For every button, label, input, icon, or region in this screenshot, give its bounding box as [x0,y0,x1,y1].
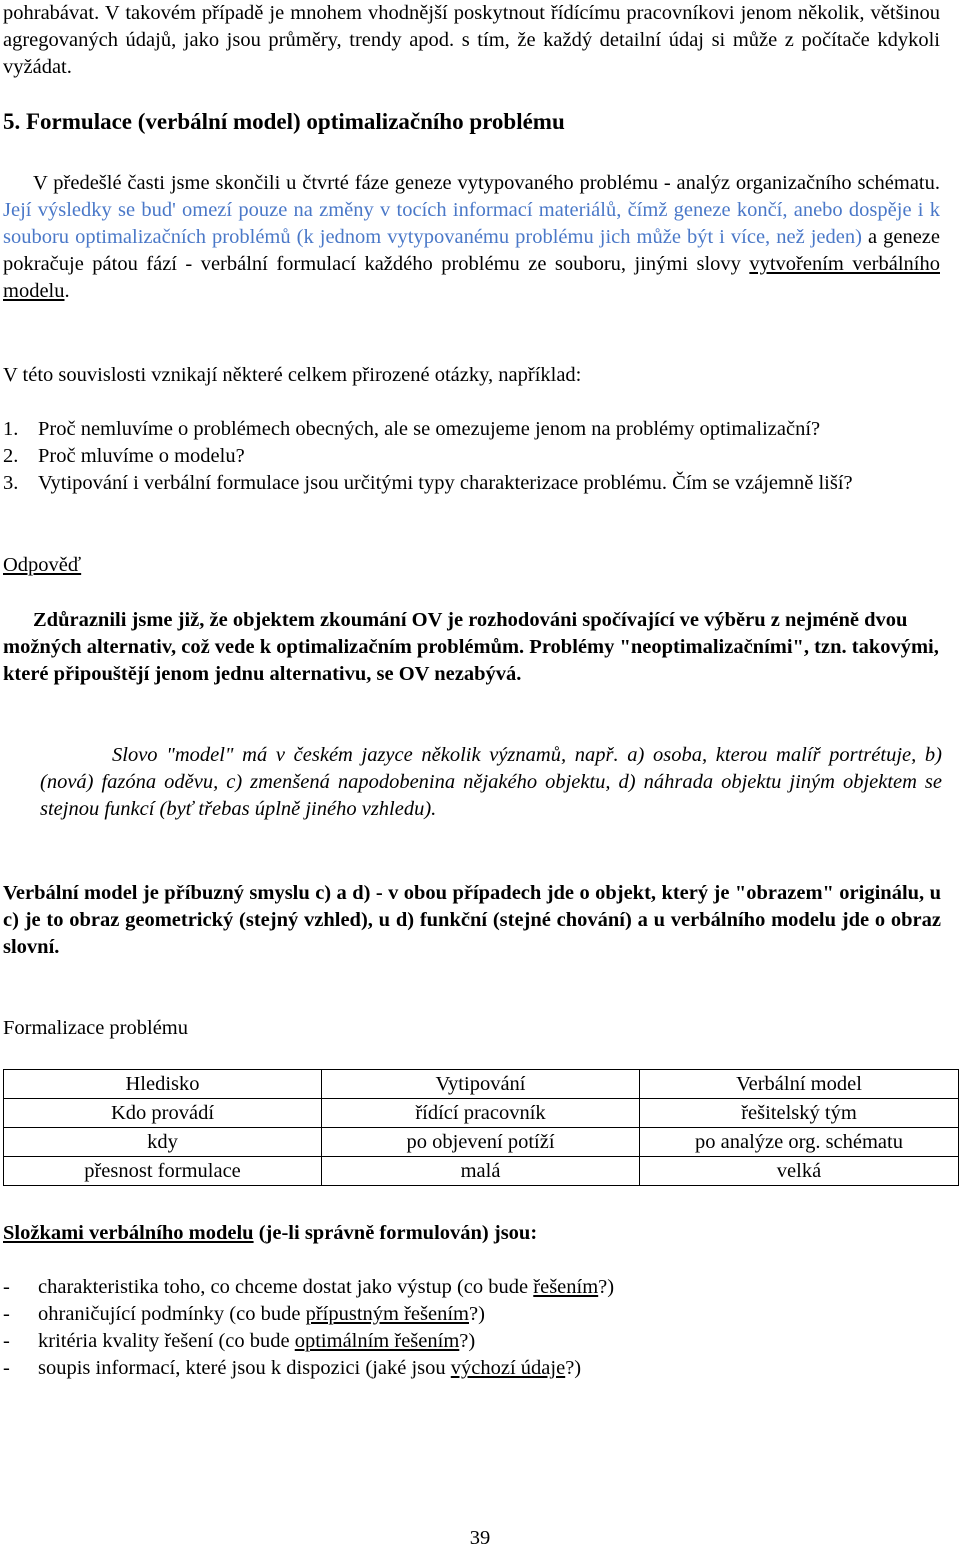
question-number: 2. [3,445,19,467]
list-item [3,1355,940,1382]
question-number: 3. [3,472,19,494]
list-term: přípustným řešením [305,1303,469,1325]
list-text-post: ?) [565,1357,582,1379]
page-number: 39 [469,1527,491,1549]
list-text-post: ?) [469,1303,485,1325]
comparison-table [3,1069,959,1186]
list-text-pre: soupis informací, které jsou k dispozici (jaké jsou [38,1357,451,1379]
list-text [38,1301,940,1328]
question-text: Vytipování i verbální formulace jsou určitými typy charakterizace problému. Čím se vzájemně liší? [38,472,853,494]
table-row [4,1157,959,1186]
table-cell: Vytipování [322,1070,640,1099]
table-cell: po analýze org. schématu [640,1128,959,1157]
question-text: Proč mluvíme o modelu? [38,445,245,467]
list-text-pre: ohraničující podmínky (co bude [38,1303,306,1325]
list-item [3,1328,940,1355]
table-cell: řešitelský tým [640,1099,959,1128]
questions-intro: V této souvislosti vznikají některé celkem přirozené otázky, například: [3,364,582,386]
list-dash: - [3,1303,10,1325]
list-term: řešením [533,1276,599,1298]
table-cell: kdy [4,1128,322,1157]
table-cell: Kdo provádí [4,1099,322,1128]
intro-paragraph: pohrabávat. V takovém případě je mnohem vhodnější poskytnout řídícímu pracovníkovi jenom několik, většinou agregovaných údajů, jako jsou průměry, trendy apod. s tím, že každý detailní údaj si může z počítače kdykoli vyžádat. [3,2,940,78]
list-dash: - [3,1276,10,1298]
table-cell: přesnost formulace [4,1157,322,1186]
list-item [3,470,940,497]
paragraph-part-e: . [64,280,70,302]
components-title-rest: (je-li správně formulován) jsou: [253,1222,538,1244]
table-row [4,1128,959,1157]
list-text [38,1274,940,1301]
table-cell: po objevení potíží [322,1128,640,1157]
list-dash: - [3,1330,10,1352]
section-paragraph [3,170,940,305]
table-cell: Verbální model [640,1070,959,1099]
table-row [4,1099,959,1128]
answer-paragraph: Zdůraznili jsme již, že objektem zkoumání OV je rozhodováni spočívající ve výběru z nejméně dvou možných alternativ, což vede k optimalizačním problémům. Problémy "neoptimalizačními", tzn. takovými, které připouštějí jenom jednu alternativu, se OV nezabývá. [3,609,939,685]
question-number: 1. [3,418,19,440]
verbal-model-term: vytvořením verbálního modelu [3,253,940,302]
list-term: optimálním řešením [294,1330,460,1352]
list-item [3,443,940,470]
list-item [3,1274,940,1301]
question-text: Proč nemluvíme o problémech obecných, ale se omezujeme jenom na problémy optimalizační? [38,418,821,440]
table-cell: velká [640,1157,959,1186]
list-text-pre: charakteristika toho, co chceme dostat jako výstup (co bude [38,1276,534,1298]
list-text-pre: kritéria kvality řešení (co bude [38,1330,295,1352]
verbal-model-paragraph: Verbální model je příbuzný smyslu c) a d) - v obou případech jde o objekt, který je "obrazem" originálu, u c) je to obraz geometrický (stejný vzhled), u d) funkční (stejné chování) a u verbálního modelu jde o obraz slovní. [3,882,941,958]
formalization-title: Formalizace problému [3,1017,189,1039]
table-cell: Hledisko [4,1070,322,1099]
section-heading: 5. Formulace (verbální model) optimalizačního problému [3,109,565,134]
answer-label: Odpověď [3,554,82,576]
table-row [4,1070,959,1099]
model-definition-paragraph: Slovo "model" má v českém jazyce několik významů, např. a) osoba, kterou malíř portrétuje, b) (nová) fazóna oděvu, c) zmenšená napodobenina nějakého objektu, d) náhrada objektu jiným objektem se stejnou funkcí (byť třebas úplně jiného vzhledu). [40,744,942,820]
table-cell: malá [322,1157,640,1186]
list-term: výchozí údaje [450,1357,566,1379]
table-cell: řídící pracovník [322,1099,640,1128]
list-item [3,1301,940,1328]
list-text [38,1328,940,1355]
paragraph-part-a: V předešlé časti jsme skončili u čtvrté fáze geneze vytypovaného problému - analýz organizačního schématu. [33,172,940,194]
list-item [3,416,940,443]
list-text [38,1355,940,1382]
paragraph-part-c: a geneze pokračuje pátou fází - verbální formulací každého problému ze souboru, jinými slovy [3,226,940,275]
paragraph-part-b: Její výsledky se bud' omezí pouze na změny v tocích informací materiálů, čímž geneze končí, anebo dospěje i k souboru optimalizačních problémů (k jednom vytypovanému problému jich může být i více, než jeden) [3,199,940,248]
list-text-post: ?) [459,1330,476,1352]
components-title [3,1220,940,1247]
list-dash: - [3,1357,10,1379]
list-text-post: ?) [598,1276,615,1298]
components-title-underlined: Složkami verbálního modelu [3,1222,254,1244]
